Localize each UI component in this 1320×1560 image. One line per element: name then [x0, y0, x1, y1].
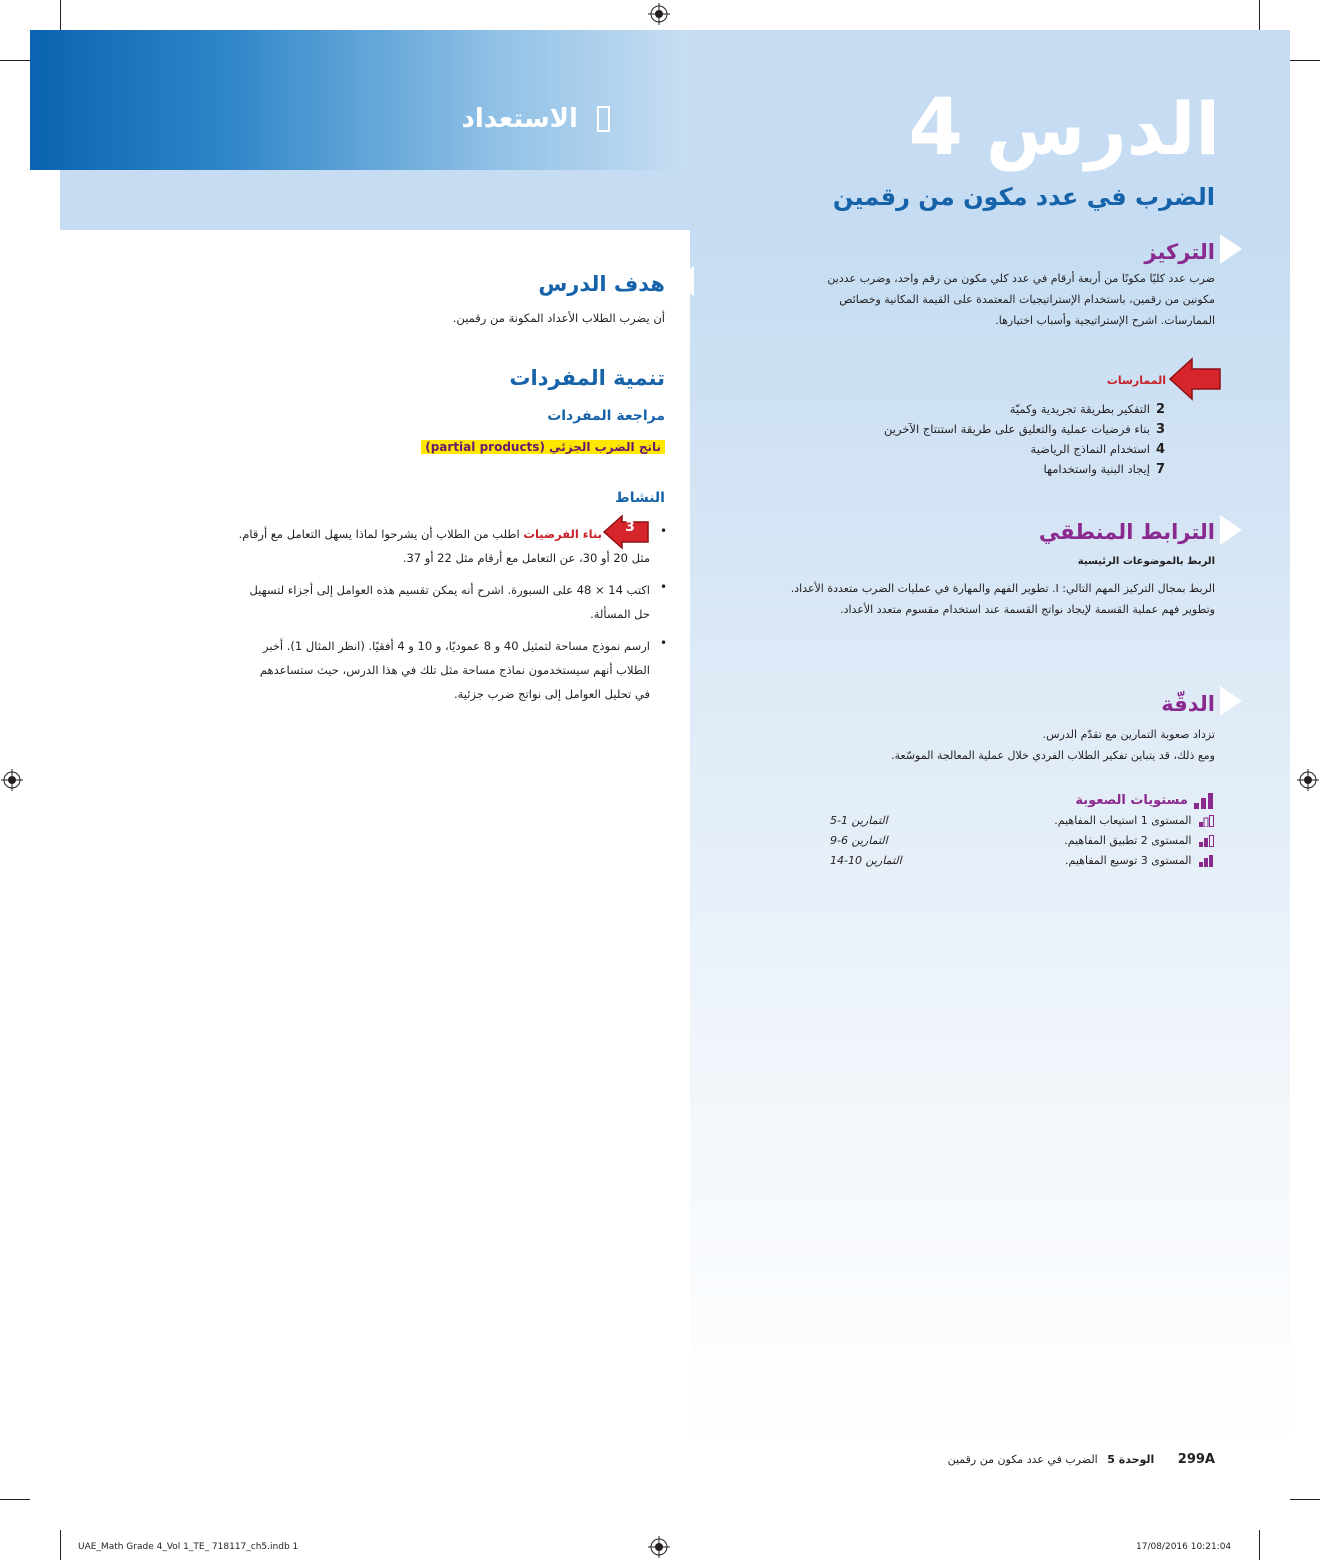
lesson-number: 4 — [908, 83, 963, 173]
section-triangle-icon — [1220, 234, 1242, 264]
unit-title: الضرب في عدد مكون من رقمين — [947, 1453, 1098, 1466]
crop-mark — [1259, 0, 1260, 30]
crop-mark — [1290, 60, 1320, 61]
activity-line: اكتب 14 × 48 على السبورة. اشرح أنه يمكن تقسيم هذه العوامل إلى أجزاء لتسهيل — [249, 583, 650, 597]
level-row: المستوى 1 استيعاب المفاهيم. التمارين 1-5 — [830, 814, 1215, 834]
header-band-left — [30, 30, 690, 170]
crop-mark — [1290, 1499, 1320, 1500]
difficulty-levels-heading: مستويات الصعوبة — [915, 790, 1215, 809]
focus-line: الممارسات. اشرح الإستراتيجية وأسباب اختيارها. — [995, 314, 1215, 327]
print-timestamp: 17/08/2016 10:21:04 — [1136, 1542, 1232, 1552]
difficulty-levels-table — [830, 814, 1215, 876]
section-triangle-icon — [672, 266, 694, 296]
practice-item: 4استخدام النماذج الرياضية — [1030, 442, 1165, 457]
crop-mark — [1259, 1530, 1260, 1560]
page-number: 299A — [1177, 1452, 1215, 1467]
coherence-subheading: الربط بالموضوعات الرئيسية — [1077, 556, 1215, 567]
focus-line: مكونين من رقمين، باستخدام الإستراتيجيات المعتمدة على القيمة المكانية وخصائص — [839, 293, 1215, 306]
vocab-term — [265, 436, 665, 455]
rigor-line: ومع ذلك، قد يتباين تفكير الطلاب الفردي خلال عملية المعالجة الموسّعة. — [891, 749, 1215, 762]
coherence-line: وتطوير فهم عملية القسمة لإيجاد نواتج القسمة عند استخدام مقسوم متعدد الأعداد. — [840, 603, 1215, 616]
vocab-heading: تنمية المفردات — [509, 366, 665, 390]
bullet-dot-icon: • — [660, 636, 668, 650]
registration-mark-icon — [1297, 769, 1319, 791]
coherence-line: الربط بمجال التركيز المهم التالي: I. تطوير الفهم والمهارة في عمليات الضرب متعددة الأعداد. — [790, 582, 1215, 595]
level-row: المستوى 2 تطبيق المفاهيم. التمارين 6-9 — [830, 834, 1215, 854]
crop-mark — [60, 0, 61, 30]
bullet-dot-icon: • — [660, 524, 668, 538]
registration-mark-icon — [1, 769, 23, 791]
readiness-box-icon — [597, 106, 610, 132]
file-name: UAE_Math Grade 4_Vol 1_TE_ 718117_ch5.indb 1 — [78, 1542, 299, 1552]
level-1-icon — [1199, 815, 1215, 827]
vocab-term-highlight: ناتج الضرب الجزئي (partial products) — [421, 440, 665, 454]
unit-label: الوحدة 5 — [1107, 1453, 1155, 1466]
focus-line: ضرب عدد كليًا مكونًا من أربعة أرقام في عدد كلي مكون من رقم واحد، وضرب عددين — [827, 272, 1215, 285]
readiness-label: الاستعداد — [461, 104, 578, 134]
activity-bullet-1: بناء الفرضيات اطلب من الطلاب أن يشرحوا لماذا يسهل التعامل مع أرقام. مثل 20 أو 30، عن التعامل مع أرقام مثل 22 أو 37. — [170, 522, 650, 570]
level-2-icon — [1199, 835, 1215, 847]
section-triangle-icon — [1220, 515, 1242, 545]
vocab-subheading: مراجعة المفردات — [547, 408, 665, 424]
crop-mark — [0, 60, 30, 61]
activity-line: حل المسألة. — [590, 607, 650, 621]
level-3-icon — [1199, 855, 1215, 867]
objective-text: أن يضرب الطلاب الأعداد المكونة من رقمين. — [452, 311, 665, 325]
focus-heading: التركيز — [1144, 240, 1215, 264]
activity-line: مثل 20 أو 30، عن التعامل مع أرقام مثل 22 أو 37. — [402, 551, 650, 565]
rigor-line: تزداد صعوبة التمارين مع تقدّم الدرس. — [1042, 728, 1215, 741]
practice-item: 7إيجاد البنية واستخدامها — [1043, 462, 1165, 477]
badge-number: 3 — [625, 519, 635, 535]
page-footer — [715, 1452, 1215, 1467]
activity-line: اطلب من الطلاب أن يشرحوا لماذا يسهل التعامل مع أرقام. — [238, 527, 520, 541]
bullet-dot-icon: • — [660, 580, 668, 594]
section-triangle-icon — [1220, 686, 1242, 716]
lesson-heading — [780, 78, 1220, 178]
activity-line: في تحليل العوامل إلى نواتج ضرب جزئية. — [453, 687, 650, 701]
lesson-subtitle: الضرب في عدد مكون من رقمين — [832, 183, 1215, 211]
header-strip — [60, 170, 690, 230]
practices-list — [765, 402, 1165, 482]
rigor-text — [715, 724, 1215, 766]
activity-line: ارسم نموذج مساحة لتمثيل 40 و 8 عموديًا، و 10 و 4 أفقيًا. (انظر المثال 1). أخبر — [262, 639, 650, 653]
level-row: المستوى 3 توسيع المفاهيم. التمارين 10-14 — [830, 854, 1215, 874]
rigor-heading: الدقّة — [1161, 692, 1215, 716]
coherence-heading: الترابط المنطقي — [1038, 520, 1215, 544]
activity-bullet-2 — [170, 578, 650, 626]
activity-bullet-3 — [170, 634, 650, 706]
bar-level-icon — [1193, 793, 1215, 809]
coherence-text — [715, 578, 1215, 620]
crop-mark — [60, 1530, 61, 1560]
crop-mark — [0, 1499, 30, 1500]
objective-heading: هدف الدرس — [538, 272, 665, 296]
practices-arrow-icon — [1166, 355, 1224, 401]
practice-item: 3بناء فرضيات عملية والتعليق على طريقة استنتاج الآخرين — [884, 422, 1165, 437]
registration-mark-icon — [648, 1536, 670, 1558]
readiness-header — [350, 104, 610, 144]
activity-line: الطلاب أنهم سيستخدمون نماذج مساحة مثل تلك في هذا الدرس، حيث ستساعدهم — [259, 663, 650, 677]
activity-heading: النشاط — [615, 490, 665, 506]
registration-mark-icon — [648, 3, 670, 25]
practice-item: 2التفكير بطريقة تجريدية وكميّة — [1009, 402, 1165, 417]
practices-label: الممارسات — [1106, 374, 1166, 387]
focus-text — [715, 268, 1215, 331]
lesson-word: الدرس — [985, 87, 1220, 171]
